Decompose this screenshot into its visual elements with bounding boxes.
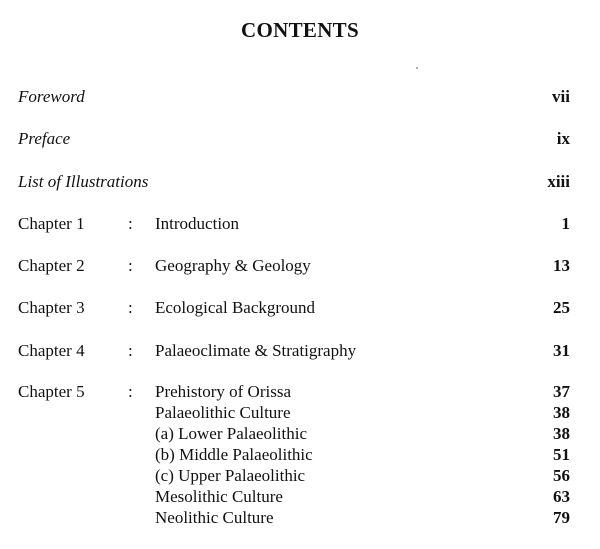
toc-entry-chapter-2[interactable]: [0, 255, 600, 276]
section-title: (a) Lower Palaeolithic: [155, 424, 307, 443]
toc-subentry-upper-palaeolithic[interactable]: [0, 465, 600, 486]
page-title: CONTENTS: [241, 18, 359, 42]
chapter-label: Chapter 3: [18, 298, 85, 317]
section-title: Palaeolithic Culture: [155, 403, 291, 422]
toc-entry-label: Preface: [18, 129, 71, 148]
toc-subentry-mesolithic-culture[interactable]: [0, 486, 600, 507]
toc-page-number: 38: [553, 403, 570, 422]
toc-entry-label: List of Illustrations: [18, 172, 149, 191]
scan-speck: [416, 67, 418, 69]
toc-page-number: 1: [561, 214, 570, 233]
toc-page-number: 13: [553, 256, 570, 275]
toc-entry-preface[interactable]: [0, 128, 600, 149]
section-title: (c) Upper Palaeolithic: [155, 466, 306, 485]
toc-page-number: 56: [553, 466, 570, 485]
toc-page-number: 51: [553, 445, 570, 464]
chapter-title: Ecological Background: [155, 298, 316, 317]
separator: :: [128, 256, 133, 275]
toc-entry-chapter-4[interactable]: [0, 340, 600, 361]
chapter-title: Prehistory of Orissa: [155, 382, 291, 401]
toc-entry-foreword[interactable]: [0, 86, 600, 107]
toc-page-number: 63: [553, 487, 570, 506]
toc-entry-list-of-illustrations[interactable]: [0, 171, 600, 192]
separator: :: [128, 298, 133, 317]
toc-subentry-palaeolithic-culture[interactable]: [0, 402, 600, 423]
toc-entry-chapter-5[interactable]: [0, 381, 600, 402]
section-title: Mesolithic Culture: [155, 487, 283, 506]
toc-page-number: 79: [553, 508, 570, 527]
chapter-label: Chapter 4: [18, 341, 85, 360]
toc-page-number: ix: [556, 129, 570, 148]
chapter-title: Geography & Geology: [155, 256, 311, 275]
toc-subentry-lower-palaeolithic[interactable]: [0, 423, 600, 444]
chapter-title: Introduction: [155, 214, 240, 233]
toc-subentry-neolithic-culture[interactable]: [0, 507, 600, 528]
toc-page-number: 25: [553, 298, 570, 317]
toc-page-number: 38: [553, 424, 570, 443]
chapter-label: Chapter 1: [18, 214, 85, 233]
separator: :: [128, 382, 133, 401]
toc-page-number: vii: [552, 87, 570, 106]
separator: :: [128, 214, 133, 233]
separator: :: [128, 341, 133, 360]
toc-page-number: xiii: [547, 172, 570, 191]
toc-entry-label: Foreword: [18, 87, 85, 106]
section-title: (b) Middle Palaeolithic: [155, 445, 313, 464]
toc-page-number: 31: [553, 341, 570, 360]
toc-subentry-middle-palaeolithic[interactable]: [0, 444, 600, 465]
chapter-label: Chapter 5: [18, 382, 85, 401]
toc-entry-chapter-3[interactable]: [0, 297, 600, 318]
chapter-label: Chapter 2: [18, 256, 85, 275]
toc-page-number: 37: [553, 382, 570, 401]
section-title: Neolithic Culture: [155, 508, 274, 527]
chapter-title: Palaeoclimate & Stratigraphy: [155, 341, 357, 360]
toc-entry-chapter-1[interactable]: [0, 213, 600, 234]
